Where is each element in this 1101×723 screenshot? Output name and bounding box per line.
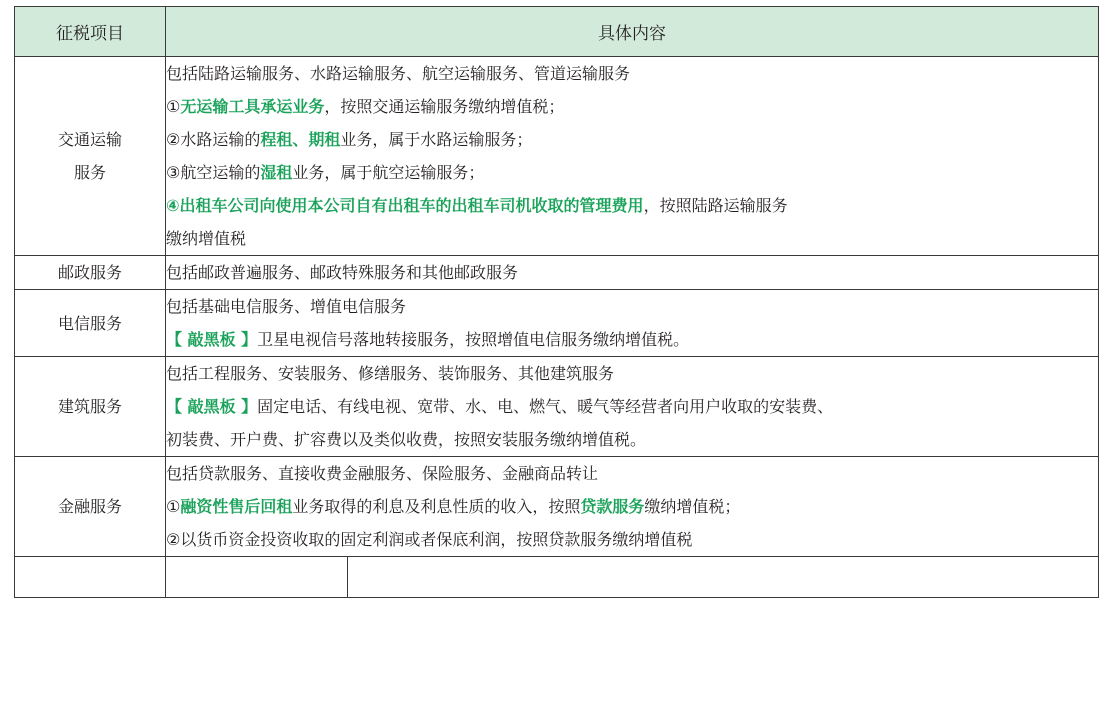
content-text: 固定电话、有线电视、宽带、水、电、燃气、暖气等经营者向用户收取的安装费、 [257, 397, 834, 416]
partial-cell [166, 557, 1099, 598]
tax-item-cell [15, 256, 166, 290]
content-line [166, 357, 1098, 390]
header-tax-item: 征税项目 [15, 7, 166, 57]
content-text: ②水路运输的 [166, 130, 261, 149]
content-text: ① [166, 97, 181, 116]
highlighted-text: 无运输工具承运业务 [180, 97, 325, 116]
content-line [166, 423, 1098, 456]
highlighted-text: 出租车公司向使用本公司自有出租车的出租车司机收取的管理费用 [179, 196, 644, 215]
content-line [166, 189, 1098, 222]
partial-cell [15, 557, 166, 598]
table-row [15, 290, 1099, 357]
content-text: 业务，属于航空运输服务； [292, 163, 485, 182]
content-line [166, 156, 1098, 189]
content-text: 缴纳增值税； [644, 497, 741, 516]
content-line [166, 90, 1098, 123]
table-header-row [15, 7, 1099, 57]
content-line [166, 222, 1098, 255]
tax-item-label: 金融服务 [57, 497, 122, 516]
content-text: ，按照交通运输服务缴纳增值税； [324, 97, 565, 116]
content-line [166, 457, 1098, 490]
tax-item-label: 服务 [73, 163, 106, 182]
tax-item-label: 建筑服务 [57, 397, 122, 416]
content-line [166, 390, 1098, 423]
table-row [15, 357, 1099, 457]
tax-item-cell [15, 290, 166, 357]
content-text: 缴纳增值税 [166, 229, 247, 248]
content-cell [166, 457, 1099, 557]
tax-item-cell [15, 357, 166, 457]
highlighted-text: 湿租 [260, 163, 293, 182]
table-row [15, 457, 1099, 557]
tax-item-cell [15, 457, 166, 557]
tax-item-label: 邮政服务 [57, 263, 122, 282]
content-line [166, 290, 1098, 323]
tax-item-cell [15, 57, 166, 256]
content-text: ②以货币资金投资收取的固定利润或者保底利润，按照贷款服务缴纳增值税 [166, 530, 693, 549]
highlighted-text: 贷款服务 [580, 497, 645, 516]
table-row-partial [15, 557, 1099, 598]
content-text: 包括基础电信服务、增值电信服务 [166, 297, 407, 316]
content-text: 包括贷款服务、直接收费金融服务、保险服务、金融商品转让 [166, 464, 599, 483]
content-cell [166, 57, 1099, 256]
tax-item-label: 交通运输 [57, 130, 122, 149]
content-text: 业务，属于水路运输服务； [340, 130, 533, 149]
tax-item-label: 电信服务 [57, 313, 122, 333]
content-text: ，按照陆路运输服务 [643, 196, 788, 215]
content-text: 包括邮政普遍服务、邮政特殊服务和其他邮政服务 [166, 263, 519, 282]
content-text: 包括陆路运输服务、水路运输服务、航空运输服务、管道运输服务 [166, 64, 631, 83]
highlighted-text: 融资性售后回租 [180, 497, 293, 516]
table-row [15, 256, 1099, 290]
header-content: 具体内容 [166, 7, 1099, 57]
content-text: 初装费、开户费、扩容费以及类似收费，按照安装服务缴纳增值税。 [166, 430, 647, 449]
highlighted-text: ④ [166, 196, 180, 215]
content-text: ③航空运输的 [166, 163, 261, 182]
highlighted-text: 【 敲黑板 】 [166, 330, 258, 349]
content-line [166, 323, 1098, 356]
highlighted-text: 【 敲黑板 】 [166, 397, 258, 416]
content-line [166, 57, 1098, 90]
content-cell [166, 256, 1099, 290]
content-line [166, 523, 1098, 556]
content-text: 包括工程服务、安装服务、修缮服务、装饰服务、其他建筑服务 [166, 364, 615, 383]
partial-cell-divider [166, 557, 348, 597]
table-row [15, 57, 1099, 256]
content-cell [166, 290, 1099, 357]
content-text: 业务取得的利息及利息性质的收入，按照 [292, 497, 581, 516]
content-cell [166, 357, 1099, 457]
highlighted-text: 程租、期租 [260, 130, 341, 149]
tax-items-table [14, 6, 1099, 598]
content-line [166, 256, 1098, 289]
content-text: ① [166, 497, 181, 516]
content-line [166, 490, 1098, 523]
content-text: 卫星电视信号落地转接服务，按照增值电信服务缴纳增值税。 [257, 330, 690, 349]
content-line [166, 123, 1098, 156]
